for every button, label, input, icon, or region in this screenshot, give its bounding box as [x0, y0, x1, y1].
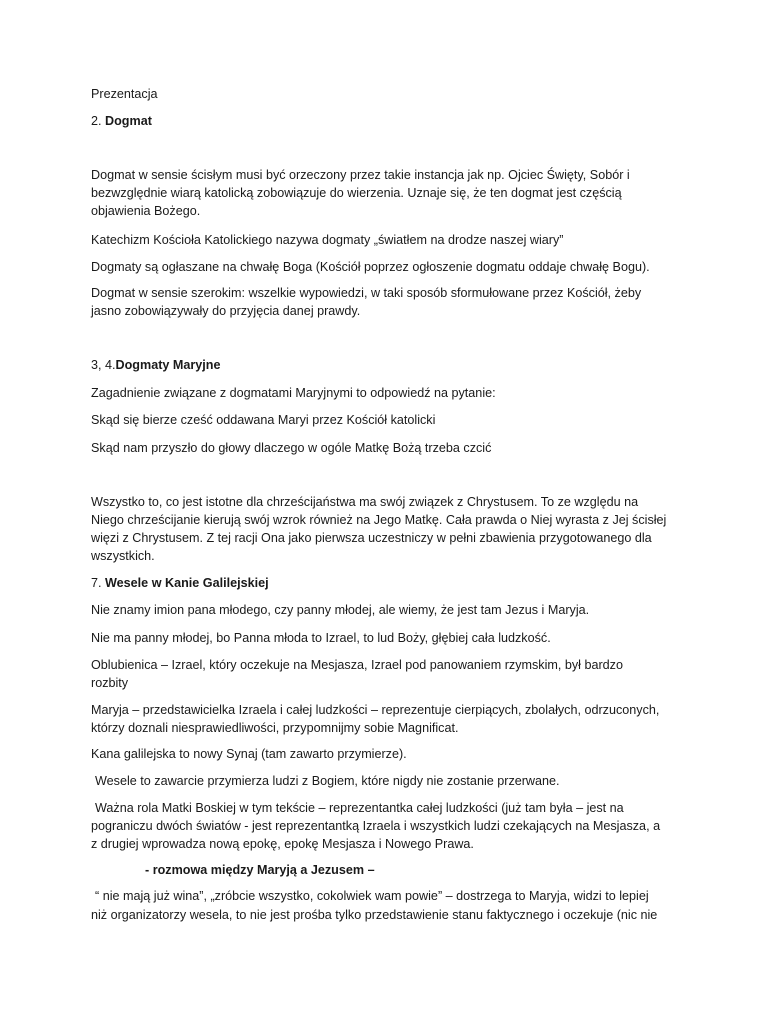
paragraph-line: Wesele to zawarcie przymierza ludzi z Bogiem, które nigdy nie zostanie przerwane.	[95, 774, 560, 788]
section-heading-dogmat	[91, 113, 152, 130]
paragraph-line: “ nie mają już wina”, „zróbcie wszystko, cokolwiek wam powie” – dostrzega to Maryja, widzi to lepiej	[95, 889, 649, 903]
paragraph-line: rozbity	[91, 676, 129, 690]
paragraph-line: z drugiej wprowadza nową epokę, epokę Mesjasza i Nowego Prawa.	[91, 837, 474, 851]
section-heading-dogmaty-maryjne	[91, 357, 221, 374]
paragraph-line: Katechizm Kościoła Katolickiego nazywa dogmaty „światłem na drodze naszej wiary”	[91, 233, 564, 247]
paragraph-line: Nie ma panny młodej, bo Panna młoda to Izrael, to lud Boży, głębiej cała ludzkość.	[91, 631, 551, 645]
paragraph-line: niż organizatorzy wesela, to nie jest prośba tylko przedstawienie stanu faktycznego i oczekuje (nic nie	[91, 908, 658, 922]
paragraph-line: Oblubienica – Izrael, który oczekuje na Mesjasza, Izrael pod panowaniem rzymskim, był bardzo	[91, 658, 623, 672]
section-number: 2.	[91, 114, 106, 128]
paragraph-line: Ważna rola Matki Boskiej w tym tekście – reprezentantka całej ludzkości (już tam była – jest na	[95, 801, 624, 815]
section-number: 7.	[91, 576, 106, 590]
paragraph-line: Dogmaty są ogłaszane na chwałę Boga (Kościół poprzez ogłoszenie dogmatu oddaje chwałę Bogu).	[91, 260, 650, 274]
paragraph-line: Dogmat w sensie szerokim: wszelkie wypowiedzi, w taki sposób sformułowane przez Kościół, żeby	[91, 286, 642, 300]
section-heading-wesele	[91, 575, 269, 592]
document-title: Prezentacja	[91, 87, 158, 101]
paragraph-line: Kana galilejska to nowy Synaj (tam zawarto przymierze).	[91, 747, 407, 761]
paragraph-line: wszystkich.	[91, 549, 155, 563]
paragraph-line: Skąd nam przyszło do głowy dlaczego w ogóle Matkę Bożą trzeba czcić	[91, 441, 492, 455]
paragraph-line: bezwzględnie wiarą katolicką zobowiązuje do wierzenia. Uznaje się, że ten dogmat jest częścią	[91, 186, 622, 200]
paragraph-line: Dogmat w sensie ścisłym musi być orzeczony przez takie instancja jak np. Ojciec Święty, Sobór i	[91, 168, 630, 182]
paragraph-line: Skąd się bierze cześć oddawana Maryi przez Kościół katolicki	[91, 413, 436, 427]
paragraph-line: Maryja – przedstawicielka Izraela i całej ludzkości – reprezentuje cierpiących, zbolałych, odrzuconych,	[91, 703, 660, 717]
paragraph-line: więzi z Chrystusem. Z tej racji Ona jako pierwsza uczestniczy w pełni zbawienia przygotowanego dla	[91, 531, 652, 545]
paragraph-line: jasno zobowiązywały do przyjęcia danej prawdy.	[91, 304, 361, 318]
paragraph-line: którzy doznali niesprawiedliwości, przypomnijmy sobie Magnificat.	[91, 721, 459, 735]
section-title: Dogmaty Maryjne	[115, 358, 221, 372]
paragraph-line: Nie znamy imion pana młodego, czy panny młodej, ale wiemy, że jest tam Jezus i Maryja.	[91, 603, 590, 617]
paragraph-line: Zagadnienie związane z dogmatami Maryjnymi to odpowiedź na pytanie:	[91, 386, 496, 400]
section-title: Wesele w Kanie Galilejskiej	[105, 576, 269, 590]
section-title: Dogmat	[105, 114, 152, 128]
section-number: 3, 4.	[91, 358, 116, 372]
paragraph-line: pograniczu dwóch światów - jest reprezentantką Izraela i wszystkich ludzi czekających na Mesjasza, a	[91, 819, 661, 833]
paragraph-line: Wszystko to, co jest istotne dla chrześcijaństwa ma swój związek z Chrystusem. To ze względu na	[91, 495, 639, 509]
paragraph-line: Niego chrześcijanie kierują swój wzrok również na Jego Matkę. Cała prawda o Niej wyrasta z Jej ścisłej	[91, 513, 667, 527]
paragraph-line: objawienia Bożego.	[91, 204, 201, 218]
subheading-rozmowa: - rozmowa między Maryją a Jezusem –	[145, 863, 375, 877]
